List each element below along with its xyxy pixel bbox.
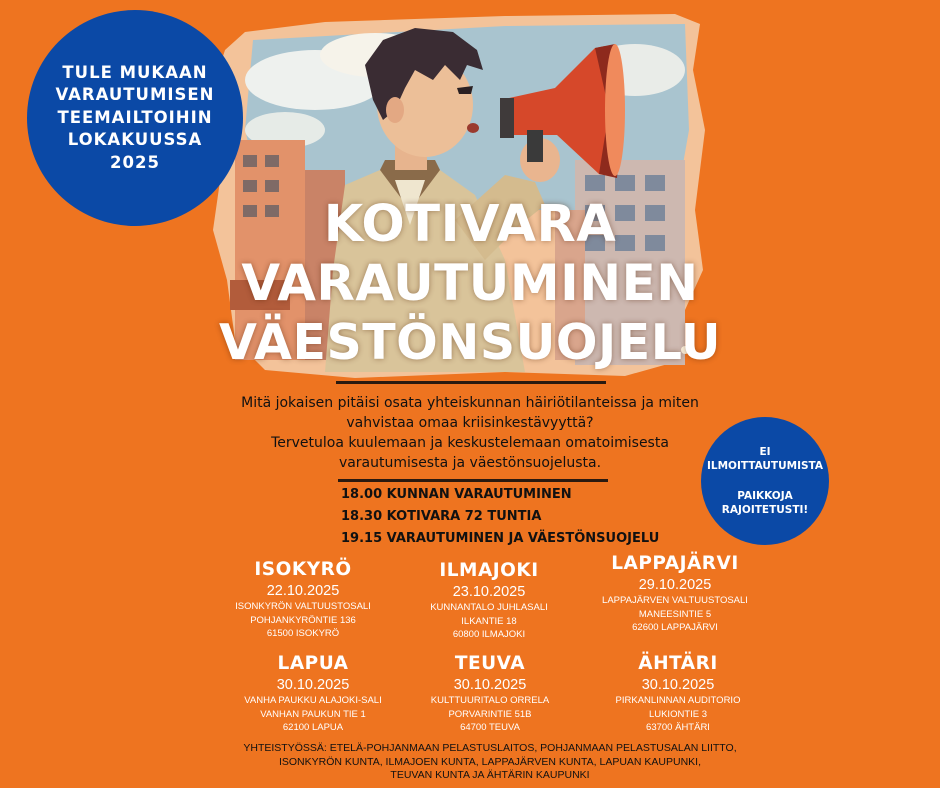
venue-date: 29.10.2025 [638,577,712,593]
badge-line: 2025 [110,152,160,172]
venue-city: ILMAJOKI [439,560,539,581]
venue-address-line: ILKANTIE 18 [461,615,517,627]
badge-text: RAJOITETUSTI! [721,504,809,516]
venue-address-line: 61500 ISOKYRÖ [266,628,340,639]
badge-text: PAIKKOJA [737,490,793,502]
intro-line: vahvistaa omaa kriisinkestävyyttä? [346,415,594,431]
intro-line: Tervetuloa kuulemaan ja keskustelemaan omatoimisesta [271,435,669,451]
venue-address-line: VANHAN PAUKUN TIE 1 [260,708,366,720]
badge-line: TULE MUKAAN [62,62,208,82]
venue-date: 30.10.2025 [453,677,527,693]
venue-address-line: 60800 ILMAJOKI [452,629,526,640]
divider-middle [338,479,608,482]
badge-line: LOKAKUUSSA [67,130,203,150]
footer-line: TEUVAN KUNTA JA ÄHTÄRIN KAUPUNKI [390,769,590,781]
venue-address-line: ISONKYRÖN VALTUUSTOSALI [235,601,371,612]
venue-address-line: KUNNANTALO JUHLASALI [430,602,548,613]
schedule-item: 19.15 VARAUTUMINEN JA VÄESTÖNSUOJELU [341,531,660,546]
venue-date: 30.10.2025 [641,677,715,693]
venue-city: ISOKYRÖ [254,559,352,580]
badge-text: ILMOITTAUTUMISTA [706,460,824,472]
title-line-vaestonsuojelu: VÄESTÖNSUOJELU [218,314,722,371]
title-line-kotivara: KOTIVARA [323,195,617,254]
intro-line: Mitä jokaisen pitäisi osata yhteiskunnan häiriötilanteissa ja miten [241,395,699,411]
footer-line: YHTEISTYÖSSÄ: ETELÄ-POHJANMAAN PELASTUSLAITOS, POHJANMAAN PELASTUSALAN LIITTO, [243,742,737,754]
venue-address-line: POHJANKYRÖNTIE 136 [250,614,356,626]
event-series-badge [27,10,243,226]
venue-address-line: LAPPAJÄRVEN VALTUUSTOSALI [602,595,748,606]
footer-line: ISONKYRÖN KUNTA, ILMAJOEN KUNTA, LAPPAJÄRVEN KUNTA, LAPUAN KAUPUNKI, [278,755,702,768]
venue-date: 22.10.2025 [266,583,340,599]
venue-city: LAPUA [277,653,349,674]
venue-address-line: VANHA PAUKKU ALAJOKI-SALI [244,695,382,706]
venue-address-line: LUKIONTIE 3 [648,708,708,720]
venue-city: TEUVA [454,653,526,674]
venue-address-line: PIRKANLINNAN AUDITORIO [615,695,741,706]
venue-address-line: 62600 LAPPAJÄRVI [632,622,718,633]
venue-address-line: PORVARINTIE 51B [448,708,532,720]
venue-city: ÄHTÄRI [638,653,718,674]
venue-ahtari [568,653,788,735]
poster-title [0,195,940,372]
no-registration-badge [701,417,829,545]
venue-address-line: MANEESINTIE 5 [638,608,712,620]
intro-text [200,393,740,473]
program-schedule [341,484,701,550]
venue-teuva [380,653,600,735]
badge-line: VARAUTUMISEN [55,85,215,105]
venue-date: 23.10.2025 [452,584,526,600]
schedule-item: 18.30 KOTIVARA 72 TUNTIA [341,509,542,524]
divider-top [336,381,606,384]
venue-address-line: 63700 ÄHTÄRI [646,722,710,733]
venue-lappajarvi [565,553,785,635]
title-line-varautuminen: VARAUTUMINEN [241,254,699,312]
intro-line: varautumisesta ja väestönsuojelusta. [338,455,602,471]
badge-line: TEEMAILTOIHIN [57,107,213,127]
venue-city: LAPPAJÄRVI [611,553,739,574]
venue-address-line: 62100 LAPUA [282,722,344,733]
venue-date: 30.10.2025 [276,677,350,693]
venue-address-line: 64700 TEUVA [460,722,520,733]
venue-address-line: KULTTUURITALO ORRELA [430,695,550,706]
badge-text: EI [759,446,771,458]
schedule-item: 18.00 KUNNAN VARAUTUMINEN [341,487,572,502]
partners-footer [220,742,760,783]
